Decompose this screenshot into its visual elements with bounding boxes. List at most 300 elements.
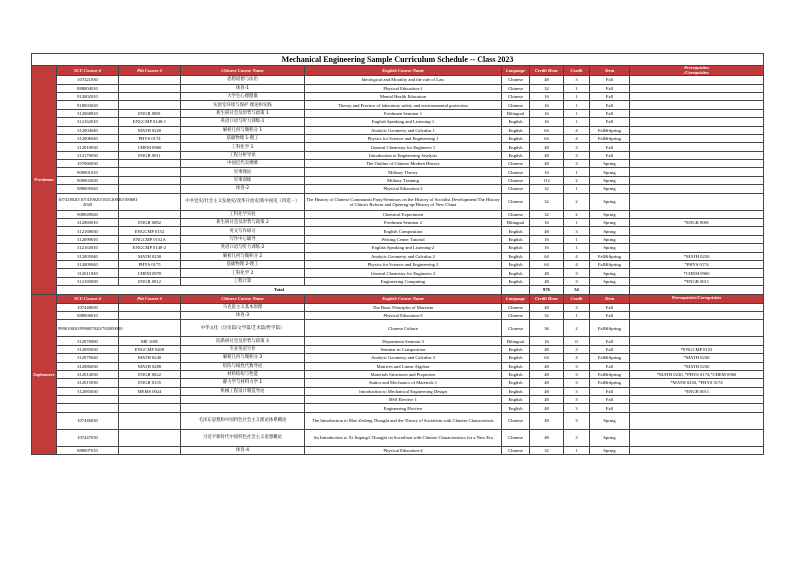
credit-hour-cell: 16 [530, 219, 564, 227]
english-name-cell: General Chemistry for Engineers 2 [305, 269, 502, 277]
credit-hour-cell: 48 [530, 76, 564, 84]
term-cell: Fall&Spring [590, 126, 630, 134]
language-cell: English [502, 404, 530, 412]
table-row [32, 76, 764, 84]
term-cell: Spring [590, 219, 630, 227]
language-cell: Chinese [502, 311, 530, 319]
chinese-name-cell: 中华文化（历史篇/文学篇/艺术篇/哲学篇） [181, 320, 305, 337]
credit-hour-cell: 48 [530, 303, 564, 311]
prerequisite-cell [630, 185, 764, 193]
credit-cell: 3 [564, 429, 590, 446]
prerequisite-cell [630, 92, 764, 100]
pitt-course-cell [119, 185, 181, 193]
credit-hour-cell: 16 [530, 168, 564, 176]
total-term-cell [590, 286, 630, 294]
table-row [32, 252, 764, 260]
pitt-course-cell: CHEM 0970 [119, 269, 181, 277]
credit-hour-cell: 64 [530, 354, 564, 362]
term-cell: Spring [590, 185, 630, 193]
english-name-cell: Physics for Science and Engineering 2 [305, 261, 502, 269]
credit-cell: 1 [564, 118, 590, 126]
scu-course-cell: 312090010 [57, 235, 119, 243]
pitt-course-cell [119, 84, 181, 92]
scu-course-cell: 999010020/999007020/702009020 [57, 320, 119, 337]
credit-hour-cell: 48 [530, 396, 564, 404]
language-cell: Chinese [502, 101, 530, 109]
credit-cell: 3 [564, 345, 590, 353]
pitt-course-cell: ENGCMP 0152A [119, 235, 181, 243]
table-row [32, 429, 764, 446]
total-row [32, 286, 764, 294]
english-name-cell: Mental Health Education [305, 92, 502, 100]
english-name-cell: Engineering Elective [305, 404, 502, 412]
chinese-name-cell: 新生研讨会及形势与政策 2 [181, 219, 305, 227]
credit-hour-cell: 64 [530, 134, 564, 142]
pitt-course-cell [119, 92, 181, 100]
table-row [32, 311, 764, 319]
chinese-name-cell: 体育-2 [181, 185, 305, 193]
term-cell: Spring [590, 160, 630, 168]
language-cell: Bilingual [502, 109, 530, 117]
credit-hour-cell: 16 [530, 235, 564, 243]
scu-course-cell: 912002010 [57, 92, 119, 100]
scu-course-cell: 312004040 [57, 126, 119, 134]
prerequisite-cell [630, 126, 764, 134]
header-chinese-name: Chinese Course Name [181, 294, 305, 303]
language-cell: Chinese [502, 303, 530, 311]
term-cell: Spring [590, 269, 630, 277]
chinese-name-cell: 实验室环境与保护 理论和实践 [181, 101, 305, 109]
total-label: Total [57, 286, 502, 294]
pitt-course-cell [119, 429, 181, 446]
english-name-cell: An Introduction to Xi Jinping's Thought on Socialism with Chinese Characteristics for a New Era [305, 429, 502, 446]
term-cell: Fall [590, 101, 630, 109]
english-name-cell: English Speaking and Listening-1 [305, 118, 502, 126]
scu-course-cell: 312014030 [57, 370, 119, 378]
chinese-name-cell: 解析几何与微积分 3 [181, 354, 305, 362]
chinese-name-cell: 大学生心理健康 [181, 92, 305, 100]
pitt-course-cell [119, 396, 181, 404]
term-cell: Fall [590, 311, 630, 319]
term-cell: Fall [590, 303, 630, 311]
chinese-name-cell [181, 404, 305, 412]
language-cell: English [502, 143, 530, 151]
credit-cell: 2 [564, 176, 590, 184]
chinese-name-cell: 体育-4 [181, 446, 305, 454]
header-credit: Credit [564, 66, 590, 76]
table-row [32, 84, 764, 92]
english-name-cell: Freshmen Seminar 2 [305, 219, 502, 227]
term-cell: Fall [590, 143, 630, 151]
prerequisite-cell [630, 227, 764, 235]
english-name-cell: The Introduction to Mao Zedong Thought and the Theory of Socialism with Chinese Characteristic [305, 412, 502, 429]
prerequisite-cell: *MATH 0230 [630, 354, 764, 362]
credit-cell: 2 [564, 193, 590, 210]
language-cell: English [502, 252, 530, 260]
chinese-name-cell: 工程计算 [181, 277, 305, 285]
term-cell: Fall [590, 345, 630, 353]
credit-cell: 3 [564, 143, 590, 151]
english-name-cell: Military Training [305, 176, 502, 184]
credit-hour-cell: 36 [530, 320, 564, 337]
english-name-cell: Introduction to Engineering Analysis [305, 151, 502, 159]
credit-cell: 3 [564, 387, 590, 395]
chinese-name-cell: 基础物理 1-理工 [181, 134, 305, 142]
scu-course-cell: 312011030 [57, 269, 119, 277]
pitt-course-cell: ME 1085 [119, 337, 181, 345]
language-cell: Chinese [502, 210, 530, 218]
pitt-course-cell: MATH 0230 [119, 252, 181, 260]
table-row [32, 362, 764, 370]
table-row [32, 320, 764, 337]
credit-hour-cell: 48 [530, 379, 564, 387]
table-row [32, 244, 764, 252]
credit-hour-cell: 48 [530, 227, 564, 235]
language-cell: Chinese [502, 320, 530, 337]
chinese-name-cell: 专业英语写作 [181, 345, 305, 353]
language-cell: Bilingual [502, 219, 530, 227]
language-cell: English [502, 396, 530, 404]
credit-cell: 4 [564, 261, 590, 269]
prerequisite-cell: *ENGR 0081 [630, 219, 764, 227]
scu-course-cell: 312168030 [57, 227, 119, 235]
term-cell: Spring [590, 429, 630, 446]
header-pitt-course: Pitt Course # [119, 66, 181, 76]
credit-cell: 1 [564, 168, 590, 176]
english-name-cell: The Basic Principles of Marxism [305, 303, 502, 311]
term-cell: Fall [590, 337, 630, 345]
term-cell: Spring [590, 412, 630, 429]
prerequisite-cell [630, 396, 764, 404]
term-cell: Fall [590, 84, 630, 92]
english-name-cell: Physical Education-1 [305, 84, 502, 92]
prerequisite-cell: *ENGCMP 0152 [630, 345, 764, 353]
header-credit-hour: Credit Hour [530, 66, 564, 76]
credit-hour-cell: 48 [530, 370, 564, 378]
credit-hour-cell: 48 [530, 269, 564, 277]
english-name-cell: Physical Education-3 [305, 311, 502, 319]
prerequisite-cell [630, 109, 764, 117]
credit-cell: 4 [564, 134, 590, 142]
table-row [32, 118, 764, 126]
credit-hour-cell: 32 [530, 185, 564, 193]
prerequisite-cell: *ENGR 0011 [630, 277, 764, 285]
prerequisite-cell: *PHYS 0174 [630, 261, 764, 269]
table-row [32, 126, 764, 134]
table-row [32, 168, 764, 176]
pitt-course-cell [119, 446, 181, 454]
year-label: Freshman [32, 66, 57, 295]
language-cell: Chinese [502, 446, 530, 454]
chinese-name-cell: 军事理论 [181, 168, 305, 176]
scu-course-cell: 312010030 [57, 143, 119, 151]
scu-course-cell: 107446030 [57, 412, 119, 429]
language-cell: Chinese [502, 193, 530, 210]
chinese-name-cell: 军事训练 [181, 176, 305, 184]
language-cell: Chinese [502, 84, 530, 92]
pitt-course-cell: ENGR 0081 [119, 109, 181, 117]
credit-hour-cell: 16 [530, 101, 564, 109]
language-cell: English [502, 354, 530, 362]
header-credit: Credit [564, 294, 590, 303]
table-row [32, 387, 764, 395]
prerequisite-cell [630, 168, 764, 176]
header-term: Term [590, 294, 630, 303]
credit-cell: 1 [564, 219, 590, 227]
english-name-cell: General Chemistry for Engineers 1 [305, 143, 502, 151]
term-cell: Fall [590, 92, 630, 100]
scu-course-cell: 888007010 [57, 446, 119, 454]
credit-hour-cell: 16 [530, 118, 564, 126]
pitt-course-cell [119, 160, 181, 168]
language-cell: Chinese [502, 76, 530, 84]
prerequisite-cell [630, 134, 764, 142]
table-row [32, 134, 764, 142]
english-name-cell: Theory and Practice of laboratory safety and environmental protection [305, 101, 502, 109]
chinese-name-cell: 矩阵与线性代数导论 [181, 362, 305, 370]
english-name-cell: Statics and Mechanics of Materials 1 [305, 379, 502, 387]
scu-course-cell: 312006040 [57, 134, 119, 142]
term-cell: Fall [590, 151, 630, 159]
credit-hour-cell: 48 [530, 160, 564, 168]
pitt-course-cell: ENGR 0011 [119, 151, 181, 159]
prerequisite-cell [630, 143, 764, 151]
credit-cell: 4 [564, 126, 590, 134]
term-cell: Fall [590, 362, 630, 370]
scu-course-cell: 312083030 [57, 387, 119, 395]
table-row [32, 143, 764, 151]
curriculum-table [31, 53, 764, 455]
pitt-course-cell: ENGCMP 0140-1 [119, 118, 181, 126]
prerequisite-cell [630, 446, 764, 454]
credit-cell: 3 [564, 362, 590, 370]
chinese-name-cell: 中国近代史纲要 [181, 160, 305, 168]
chinese-name-cell: 解析几何与微积分 1 [181, 126, 305, 134]
table-row [32, 219, 764, 227]
scu-course-cell: 918003020 [57, 101, 119, 109]
table-row [32, 185, 764, 193]
credit-hour-cell: 48 [530, 345, 564, 353]
english-name-cell: Seminar in Composition [305, 345, 502, 353]
term-cell: Spring [590, 244, 630, 252]
english-name-cell: BSS Elective 1 [305, 396, 502, 404]
table-row [32, 269, 764, 277]
credit-cell: 3 [564, 76, 590, 84]
language-cell: English [502, 227, 530, 235]
english-name-cell: The History of Chinese Communist Party/Seminars on the History of Socialist Development/The History of China's Reform and Opening-up/History of New China [305, 193, 502, 210]
term-cell: Spring [590, 277, 630, 285]
curriculum-sheet [31, 53, 763, 455]
header-prerequisites: Prerequisites/Corequisites [630, 294, 764, 303]
english-name-cell: English Speaking and Listening-2 [305, 244, 502, 252]
prerequisite-cell [630, 84, 764, 92]
chinese-name-cell: 体育-1 [181, 84, 305, 92]
credit-hour-cell: 32 [530, 193, 564, 210]
header-scu-course: SCU Course # [57, 294, 119, 303]
table-row [32, 227, 764, 235]
prerequisite-cell: *MATH 0220 [630, 252, 764, 260]
language-cell: English [502, 345, 530, 353]
table-row [32, 261, 764, 269]
credit-hour-cell: 32 [530, 210, 564, 218]
pitt-course-cell [119, 168, 181, 176]
header-credit-hour: Credit Hour [530, 294, 564, 303]
english-name-cell: Analytic Geometry and Calculus 3 [305, 354, 502, 362]
scu-course-cell: 312169030 [57, 277, 119, 285]
term-cell: Fall [590, 404, 630, 412]
table-row [32, 101, 764, 109]
pitt-course-cell [119, 404, 181, 412]
credit-hour-cell: 48 [530, 387, 564, 395]
pitt-course-cell: ENGCMP 0152 [119, 227, 181, 235]
prerequisite-cell [630, 118, 764, 126]
table-row [32, 337, 764, 345]
chinese-name-cell: 思想道德与法治 [181, 76, 305, 84]
language-cell: English [502, 370, 530, 378]
pitt-course-cell [119, 210, 181, 218]
prerequisite-cell [630, 320, 764, 337]
chinese-name-cell: 工程分析导论 [181, 151, 305, 159]
term-cell: Fall [590, 396, 630, 404]
term-cell: Fall [590, 118, 630, 126]
total-language-cell [502, 286, 530, 294]
language-cell: English [502, 244, 530, 252]
english-name-cell: Materials Structures and Properties [305, 370, 502, 378]
pitt-course-cell [119, 311, 181, 319]
header-language: Language [502, 66, 530, 76]
chinese-name-cell: 工科化学 1 [181, 143, 305, 151]
pitt-course-cell: ENGR 0022 [119, 370, 181, 378]
total-credit-hour: 976 [530, 286, 564, 294]
credit-hour-cell: 64 [530, 261, 564, 269]
pitt-course-cell: MATH 0280 [119, 362, 181, 370]
prerequisite-cell [630, 176, 764, 184]
scu-course-cell: 107448030 [57, 303, 119, 311]
credit-cell: 3 [564, 277, 590, 285]
pitt-course-cell [119, 320, 181, 337]
credit-cell: 1 [564, 446, 590, 454]
chinese-name-cell: 机械工程设计制造导论 [181, 387, 305, 395]
english-name-cell: Physics for Science and Engineering 1 [305, 134, 502, 142]
english-name-cell: Physical Education-2 [305, 185, 502, 193]
table-row [32, 277, 764, 285]
table-row [32, 412, 764, 429]
pitt-course-cell [119, 193, 181, 210]
credit-cell: 3 [564, 396, 590, 404]
scu-course-cell: 107447030 [57, 429, 119, 446]
scu-course-cell: 107418020/107419020/102120020/100681 2020 [57, 193, 119, 210]
credit-cell: 3 [564, 160, 590, 168]
credit-hour-cell: 32 [530, 446, 564, 454]
credit-cell: 1 [564, 185, 590, 193]
table-row [32, 151, 764, 159]
term-cell: Fall [590, 109, 630, 117]
scu-course-cell: 312170030 [57, 151, 119, 159]
credit-hour-cell: 48 [530, 362, 564, 370]
page-title: Mechanical Engineering Sample Curriculum Schedule -- Class 2023 [32, 54, 764, 66]
language-cell: English [502, 379, 530, 387]
prerequisite-cell [630, 429, 764, 446]
prerequisite-cell [630, 404, 764, 412]
prerequisite-cell [630, 76, 764, 84]
term-cell: Fall&Spring [590, 370, 630, 378]
term-cell: Spring [590, 168, 630, 176]
scu-course-cell: 888004010 [57, 84, 119, 92]
table-row [32, 303, 764, 311]
credit-cell: 2 [564, 210, 590, 218]
credit-hour-cell: 48 [530, 429, 564, 446]
chinese-name-cell: 中共党史/社会主义发展史/改革开放史/新中国史（四选一） [181, 193, 305, 210]
table-header-row [32, 66, 764, 76]
credit-cell: 0 [564, 337, 590, 345]
pitt-course-cell: PHYS 0174 [119, 134, 181, 142]
term-cell: Fall [590, 387, 630, 395]
credit-cell: 3 [564, 269, 590, 277]
chinese-name-cell: 英语口语与听力训练-1 [181, 118, 305, 126]
term-cell: Spring [590, 446, 630, 454]
scu-course-cell: 900002020 [57, 176, 119, 184]
pitt-course-cell [119, 303, 181, 311]
credit-cell: 3 [564, 151, 590, 159]
credit-hour-cell: 48 [530, 404, 564, 412]
table-row [32, 396, 764, 404]
credit-cell: 3 [564, 412, 590, 429]
credit-cell: 1 [564, 109, 590, 117]
language-cell: English [502, 235, 530, 243]
chinese-name-cell: 基础物理 2-理工 [181, 261, 305, 269]
pitt-course-cell: PHYS 0175 [119, 261, 181, 269]
scu-course-cell: 888006010 [57, 311, 119, 319]
language-cell: English [502, 362, 530, 370]
credit-cell: 1 [564, 235, 590, 243]
credit-cell: 1 [564, 101, 590, 109]
credit-cell: 3 [564, 227, 590, 235]
prerequisite-cell [630, 235, 764, 243]
scu-course-cell: 312163010 [57, 244, 119, 252]
term-cell: Fall&Spring [590, 379, 630, 387]
pitt-course-cell [119, 76, 181, 84]
header-pitt-course: Pitt Course # [119, 294, 181, 303]
english-name-cell: English Composition [305, 227, 502, 235]
scu-course-cell: 107421030 [57, 76, 119, 84]
scu-course-cell: 312005040 [57, 252, 119, 260]
credit-cell: 3 [564, 303, 590, 311]
english-name-cell: Introduction to Mechanical Engineering Design [305, 387, 502, 395]
prerequisite-cell: *CHEM 0960 [630, 269, 764, 277]
credit-hour-cell: 32 [530, 311, 564, 319]
language-cell: English [502, 151, 530, 159]
language-cell: Bilingual [502, 337, 530, 345]
total-credit: 54 [564, 286, 590, 294]
credit-cell: 3 [564, 404, 590, 412]
language-cell: English [502, 261, 530, 269]
term-cell: Spring [590, 176, 630, 184]
language-cell: Chinese [502, 92, 530, 100]
prerequisite-cell [630, 101, 764, 109]
header-prerequisites: Prerequisites /Corequisites [630, 66, 764, 76]
pitt-course-cell: ENGR 0082 [119, 219, 181, 227]
term-cell: Spring [590, 210, 630, 218]
prerequisite-cell: *MATH 0230, *PHYS 0174,*CHEM 0960 [630, 370, 764, 378]
prerequisite-cell [630, 311, 764, 319]
chinese-name-cell: 静力学与材料力学 1 [181, 379, 305, 387]
scu-course-cell: 312086030 [57, 362, 119, 370]
header-chinese-name: Chinese Course Name [181, 66, 305, 76]
english-name-cell: The Outline of Chinese Modern History [305, 160, 502, 168]
pitt-course-cell [119, 412, 181, 429]
chinese-name-cell: 马克思主义基本原理 [181, 303, 305, 311]
term-cell: Fall&Spring [590, 261, 630, 269]
